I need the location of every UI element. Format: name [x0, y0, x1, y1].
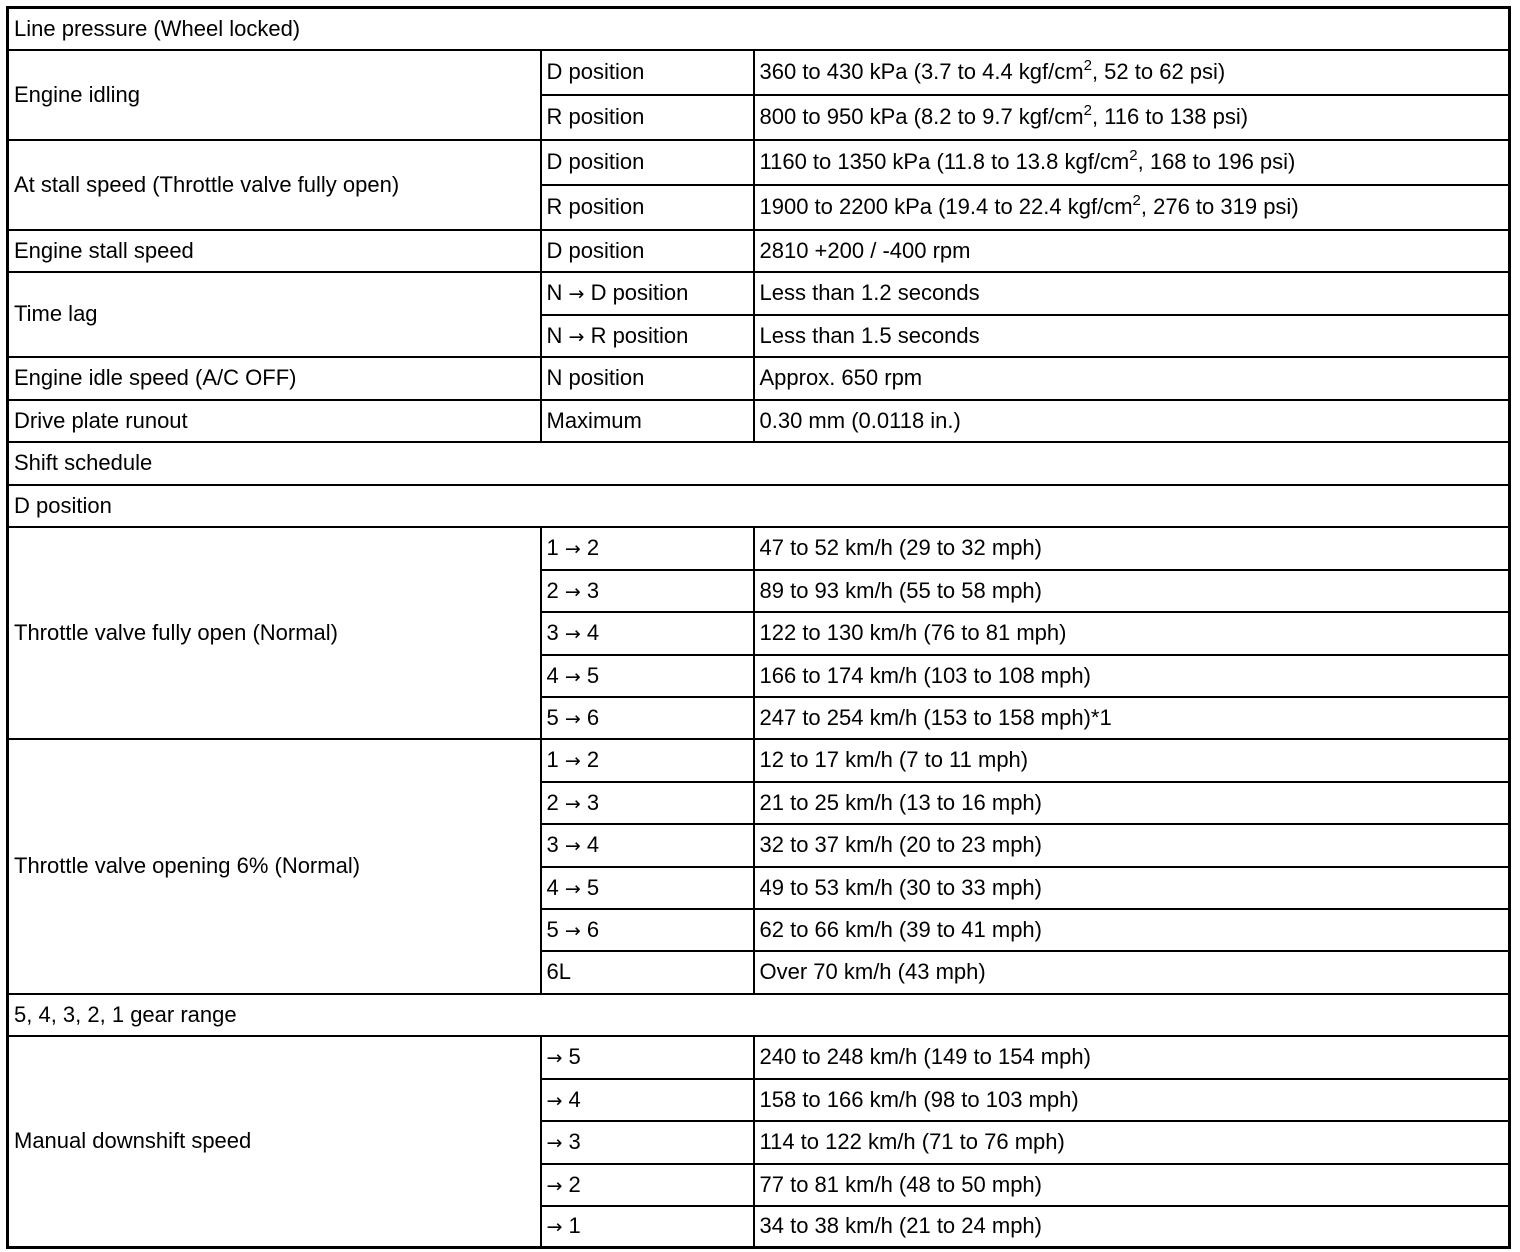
- shift-cell: [541, 739, 754, 782]
- right-arrow-icon: →: [564, 580, 581, 603]
- row-label-engine-idling: Engine idling: [8, 50, 541, 140]
- value-cell: Less than 1.5 seconds: [754, 315, 1510, 357]
- shift-from: 5: [546, 916, 559, 942]
- row-label-drive-plate: Drive plate runout: [8, 400, 541, 442]
- superscript: 2: [1129, 147, 1138, 164]
- condition-cell: [541, 315, 754, 357]
- right-arrow-icon: →: [564, 707, 581, 730]
- table-row: [8, 739, 1510, 782]
- value-cell: 32 to 37 km/h (20 to 23 mph): [754, 824, 1510, 867]
- superscript: 2: [1132, 192, 1141, 209]
- table-row: [8, 50, 1510, 95]
- shift-to: 5: [586, 662, 600, 688]
- row-label-throttle-6pct: Throttle valve opening 6% (Normal): [8, 739, 541, 994]
- shift-to: 2: [586, 747, 600, 772]
- shift-cell: [541, 655, 754, 697]
- shift-to: 4: [586, 832, 600, 857]
- value-text: , 116 to 138 psi): [1091, 104, 1249, 129]
- shift-from: 3: [546, 832, 559, 857]
- superscript: 2: [1083, 102, 1092, 119]
- section-row: [8, 8, 1510, 50]
- shift-to: 5: [586, 874, 600, 900]
- right-arrow-icon: →: [564, 919, 581, 942]
- shift-cell: [541, 824, 754, 867]
- shift-from: 1: [546, 535, 559, 560]
- shift-cell: [541, 867, 754, 909]
- right-arrow-icon: →: [546, 1216, 563, 1239]
- value-text: 1900 to 2200 kPa (19.4 to 22.4 kgf/cm: [759, 194, 1133, 219]
- right-arrow-icon: →: [564, 750, 581, 772]
- table-row: [8, 527, 1510, 570]
- shift-to: 1: [568, 1213, 581, 1239]
- value-cell: [754, 50, 1510, 95]
- value-cell: 114 to 122 km/h (71 to 76 mph): [754, 1121, 1510, 1164]
- shift-from: N: [546, 322, 563, 348]
- shift-cell: [541, 527, 754, 570]
- value-cell: 62 to 66 km/h (39 to 41 mph): [754, 909, 1510, 951]
- shift-to: 3: [568, 1129, 581, 1154]
- section-row: [8, 994, 1510, 1036]
- shift-cell: [541, 570, 754, 612]
- value-cell: 49 to 53 km/h (30 to 33 mph): [754, 867, 1510, 909]
- value-text: , 52 to 62 psi): [1091, 59, 1226, 84]
- row-label-engine-stall-speed: Engine stall speed: [8, 230, 541, 272]
- section-header-line-pressure: Line pressure (Wheel locked): [8, 8, 1510, 50]
- condition-cell: R position: [541, 95, 754, 140]
- right-arrow-icon: →: [564, 665, 581, 688]
- shift-from: 4: [546, 874, 559, 900]
- shift-to: 3: [586, 577, 600, 603]
- row-label-throttle-full: Throttle valve fully open (Normal): [8, 527, 541, 739]
- value-text: 1160 to 1350 kPa (11.8 to 13.8 kgf/cm: [759, 149, 1130, 174]
- shift-cell: [541, 697, 754, 739]
- superscript: 2: [1083, 57, 1092, 74]
- condition-cell: D position: [541, 50, 754, 95]
- row-label-idle-speed: Engine idle speed (A/C OFF): [8, 357, 541, 400]
- value-cell: 240 to 248 km/h (149 to 154 mph): [754, 1036, 1510, 1079]
- value-cell: 122 to 130 km/h (76 to 81 mph): [754, 612, 1510, 655]
- value-cell: 47 to 52 km/h (29 to 32 mph): [754, 527, 1510, 570]
- value-cell: [754, 95, 1510, 140]
- condition-cell: N position: [541, 357, 754, 400]
- shift-cell: [541, 1036, 754, 1079]
- section-header-d-position: D position: [8, 485, 1510, 527]
- value-cell: 89 to 93 km/h (55 to 58 mph): [754, 570, 1510, 612]
- shift-to: R position: [590, 322, 689, 348]
- value-text: 360 to 430 kPa (3.7 to 4.4 kgf/cm: [759, 59, 1084, 84]
- table-row: [8, 357, 1510, 400]
- value-cell: 166 to 174 km/h (103 to 108 mph): [754, 655, 1510, 697]
- value-text: 800 to 950 kPa (8.2 to 9.7 kgf/cm: [759, 104, 1084, 129]
- condition-cell: [541, 272, 754, 315]
- value-cell: [754, 140, 1510, 185]
- right-arrow-icon: →: [564, 877, 581, 900]
- condition-cell: Maximum: [541, 400, 754, 442]
- value-cell: 2810 +200 / -400 rpm: [754, 230, 1510, 272]
- shift-cell: [541, 1121, 754, 1164]
- row-label-time-lag: Time lag: [8, 272, 541, 357]
- value-cell: 12 to 17 km/h (7 to 11 mph): [754, 739, 1510, 782]
- right-arrow-icon: →: [546, 1132, 563, 1154]
- value-cell: 158 to 166 km/h (98 to 103 mph): [754, 1079, 1510, 1121]
- value-text: , 276 to 319 psi): [1140, 194, 1299, 219]
- section-row: [8, 442, 1510, 485]
- right-arrow-icon: →: [546, 1174, 563, 1197]
- shift-cell: [541, 782, 754, 824]
- table-row: [8, 272, 1510, 315]
- row-label-stall-speed: At stall speed (Throttle valve fully open): [8, 140, 541, 230]
- shift-to: 6: [586, 704, 600, 730]
- shift-from: 5: [546, 704, 559, 730]
- shift-from: 4: [546, 662, 559, 688]
- right-arrow-icon: →: [568, 325, 585, 348]
- value-cell: Over 70 km/h (43 mph): [754, 951, 1510, 994]
- shift-to: 3: [586, 789, 600, 815]
- section-row: [8, 485, 1510, 527]
- table-row: [8, 1036, 1510, 1079]
- shift-from: 2: [546, 789, 559, 815]
- shift-cell: [541, 909, 754, 951]
- right-arrow-icon: →: [564, 835, 581, 857]
- shift-from: 3: [546, 620, 559, 645]
- shift-cell: 6L: [541, 951, 754, 994]
- shift-to: 2: [568, 1171, 581, 1197]
- right-arrow-icon: →: [564, 538, 581, 560]
- value-cell: Approx. 650 rpm: [754, 357, 1510, 400]
- shift-cell: [541, 1164, 754, 1206]
- shift-to: D position: [590, 280, 689, 305]
- table-row: [8, 400, 1510, 442]
- shift-to: 4: [568, 1086, 581, 1112]
- shift-cell: [541, 1079, 754, 1121]
- condition-cell: D position: [541, 230, 754, 272]
- shift-to: 6: [586, 916, 600, 942]
- shift-from: N: [546, 280, 563, 305]
- right-arrow-icon: →: [568, 283, 585, 305]
- right-arrow-icon: →: [564, 623, 581, 645]
- right-arrow-icon: →: [546, 1047, 563, 1069]
- shift-cell: [541, 1206, 754, 1248]
- section-header-shift-schedule: Shift schedule: [8, 442, 1510, 485]
- value-text: , 168 to 196 psi): [1137, 149, 1296, 174]
- condition-cell: R position: [541, 185, 754, 230]
- value-cell: [754, 185, 1510, 230]
- row-label-manual-downshift: Manual downshift speed: [8, 1036, 541, 1248]
- value-cell: Less than 1.2 seconds: [754, 272, 1510, 315]
- spec-table: [6, 6, 1511, 1249]
- value-cell: 77 to 81 km/h (48 to 50 mph): [754, 1164, 1510, 1206]
- shift-to: 4: [586, 620, 600, 645]
- shift-to: 2: [586, 535, 600, 560]
- right-arrow-icon: →: [546, 1089, 563, 1112]
- value-cell: 247 to 254 km/h (153 to 158 mph)*1: [754, 697, 1510, 739]
- right-arrow-icon: →: [564, 792, 581, 815]
- shift-cell: [541, 612, 754, 655]
- shift-to: 5: [568, 1044, 581, 1069]
- table-row: [8, 230, 1510, 272]
- section-header-gear-range: 5, 4, 3, 2, 1 gear range: [8, 994, 1510, 1036]
- value-cell: 34 to 38 km/h (21 to 24 mph): [754, 1206, 1510, 1248]
- shift-from: 1: [546, 747, 559, 772]
- value-cell: 0.30 mm (0.0118 in.): [754, 400, 1510, 442]
- shift-from: 2: [546, 577, 559, 603]
- condition-cell: D position: [541, 140, 754, 185]
- table-row: [8, 140, 1510, 185]
- value-cell: 21 to 25 km/h (13 to 16 mph): [754, 782, 1510, 824]
